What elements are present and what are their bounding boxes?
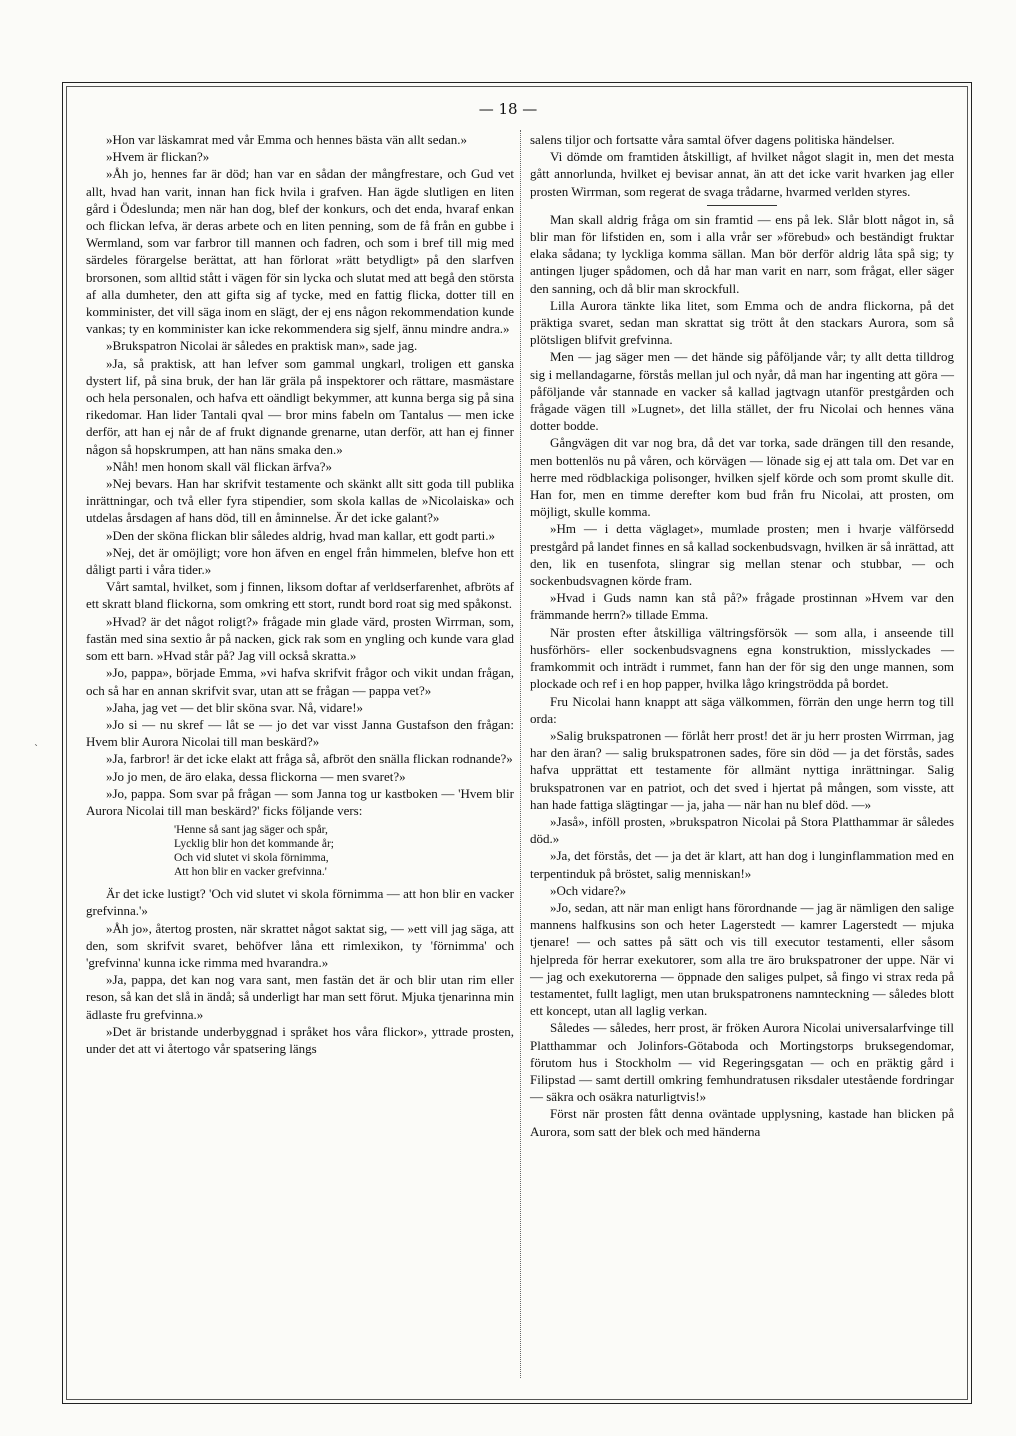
paragraph: »Jo jo men, de äro elaka, dessa flickorna — men svaret?»: [106, 768, 406, 784]
paragraph: Först när prosten fått denna oväntade upplysning, kastade han blicken på Aurora, som satt der blek och med händerna: [530, 1106, 954, 1139]
poem: [174, 823, 514, 879]
paragraph: »Brukspatron Nicolai är således en praktisk man», sade jag.: [106, 338, 418, 354]
paragraph: »Nåh! men honom skall väl flickan ärfva?»: [106, 458, 332, 474]
paragraph: »Hon var läskamrat med vår Emma och hennes bästa vän allt sedan.»: [106, 132, 467, 147]
paragraph: »Det är bristande underbyggnad i språket hos våra flickor», yttrade prosten, under det att vi återtogo vår spatsering längs: [86, 1023, 514, 1056]
paragraph: »Jaha, jag vet — det blir sköna svar. Nå, vidare!»: [106, 699, 364, 715]
paragraph: »Jaså», inföll prosten, »brukspatron Nicolai på Stora Platthammar är således död.»: [530, 813, 954, 847]
paragraph: »Hvad i Guds namn kan stå på?» frågade prostinnan »Hvem var den främmande herrn?» tillade Emma.: [530, 590, 954, 623]
paragraph: Man skall aldrig fråga om sin framtid — ens på lek. Slår blott något in, så blir man för lifstiden en, som i alla vrår ser »förebud» och beständigt fruktar elaka sådana; ty lyckliga komma sällan. Man bör derför aldrig låta spå sig; ty antingen ljuger spådomen, och då har man varit en narr, som frågat, eller säger den sanning, och då blir man skrockfull.: [530, 211, 954, 296]
poem-line: Och vid slutet vi skola förnimma,: [174, 852, 329, 865]
paragraph: »Jo, pappa», började Emma, »vi hafva skrifvit frågor och vikit undan frågan, och så har en annan skrifvit svar, utan att se frågan — pappa vet?»: [86, 665, 514, 698]
paragraph: Gångvägen dit var nog bra, då det var torka, sade drängen till den resande, men bottenlös nu på våren, och körvägen — lönade sig ej att tala om. Det var en herre med rödblackiga polisonger, hvilken sjelf körde och som promt skulle dit. Han for, men en timme derefter kom bud från fru Nicolai, att prosten, om möjligt, skulle komma.: [530, 435, 954, 520]
paragraph: »Nej bevars. Han har skrifvit testamente och skänkt allt sitt goda till publika inrättningar, och två eller fyra stipendier, som skola kallas de »Nicolaiska» och utdelas årsdagen af hans död, till en åminnelse. Är det icke galant?»: [86, 476, 514, 526]
paragraph: Fru Nicolai hann knappt att säga välkommen, förrän den unge herrn tog till orda:: [530, 693, 954, 726]
paragraph: Vårt samtal, hvilket, som j finnen, liksom doftar af verldserfarenhet, afbröts af ett skratt bland flickorna, som omkring ett stort, rundt bord roat sig med spåkonst.: [86, 579, 514, 612]
paragraph: »Den der sköna flickan blir således aldrig, hvad man kallar, ett godt parti.»: [106, 527, 495, 543]
page-number: — 18 —: [478, 100, 538, 118]
paragraph: »Jo, sedan, att när man enligt hans förordnande — jag är nämligen den salige mannens halfkusins son och heter Lagerstedt — kamrer Lagerstedt — mjuka tjenare! — och sattes på sätt och vis till executor testamenti, eller såsom hjelpreda för herrar exekutorer, som alla tre äro brukspatroner der uppe. När vi — jag och exekutorerna — öppnade den saliges pulpet, så fingo vi strax reda på testamentet, fullt lagligt, men utan brukspatronens namnteckning — således blott ett koncept, utan all laglig verkan.: [530, 899, 954, 1019]
paragraph: »Ja, farbror! är det icke elakt att fråga så, afbröt den snälla flickan rodnande?»: [106, 751, 513, 767]
paragraph: »Ja, så praktisk, att han lefver som gammal ungkarl, troligen ett ganska dystert lif, på sina bruk, der han lär gräla på inspektorer och rättare, masmästare och hela personalen, och hafva ett oändligt bekymmer, att kunna berga sig på sina rikedomar. Han lider Tantali qval — bror mins fabeln om Tantalus — men icke derför, att han ej når de af frukt dignande grenarne, utan derför, att han ej finner någon så hopskrumpen, att han näns smaka den.»: [86, 355, 514, 457]
paragraph: Lilla Aurora tänkte lika litet, som Emma och de andra flickorna, på det präktiga svaret, sedan man skrattat sig trött åt den stackars Aurora, som så plötsligen blifvit grefvinna.: [530, 297, 954, 348]
paragraph: »Hvem är flickan?»: [106, 149, 210, 165]
column-divider: [520, 130, 521, 1378]
paragraph: »Hvad? är det något roligt?» frågade min glade värd, prosten Wirrman, som, fastän med sina sextio år på nacken, gick rak som en yngling och kunde vara glad som ett barn. »Hvad står på? Jag vill också skratta.»: [86, 613, 514, 664]
paragraph: Är det icke lustigt? 'Och vid slutet vi skola förnimma — att hon blir en vacker grefvinna.'»: [86, 886, 514, 919]
paragraph: »Salig brukspatronen — förlåt herr prost! det är ju herr prosten Wirrman, jag har den äran? — salig brukspatronen sades, före sin död — ja det förstås, sades hafva upprättat ett testamente för allmänt nyttiga inrättningar. Salig brukspatronen var en patriot, och det sved i hjertat på mången, som visste, att han hade fattiga slägtingar — ja, jaha — när han nu blef död. —»: [530, 727, 954, 812]
paragraph: »Hm — i detta väglaget», mumlade prosten; men i hvarje välförsedd prestgård på landet finnes en så kallad sockenbudsvagn, hvilken är så inrättad, att den, lik en tusenfota, slingrar sig mellan stenar och stubbar, — och sockenbudsvagnen körde fram.: [530, 521, 954, 589]
paragraph: »Ja, det förstås, det — ja det är klart, att han dog i lunginflammation med en terpentinduk på bröstet, salig menniskan!»: [530, 848, 954, 881]
paragraph: »Och vidare?»: [550, 882, 627, 898]
paragraph: Således — således, herr prost, är fröken Aurora Nicolai universalarfvinge till Platthammar och Jolinfors-Götaboda och Mortingstorps bruksegendomar, förutom hus i Stockholm — vid Regeringsgatan — och en präktig gård i Filipstad — samt dertill omkring femhundratusen riksdaler utestående fordringar — säkra och osäkra naturligtvis!»: [530, 1020, 954, 1105]
paragraph: »Åh jo, hennes far är död; han var en sådan der mångfrestare, och Gud vet allt, hvad han varit, innan han fick hvila i grafven. Han ägde slutligen en liten gård i Ödeslunda; men när han dog, blef der konkurs, och det enda, hvaraf enkan och flickan lefva, är deras arbete och en liten penning, som de få från en gubbe i Wermland, som var farbror till mannen och fadren, och som i bref till mig med särdeles förargelse berättat, att han förlorat »rätt betydligt» på den slarfven brorsonen, som alltid stått i vägen för sin lycka och slutat med att begå den största af alla dumheter, den att gifta sig af tycke, med en fattig flicka, dotter till en komminister, det vill säga inom en slägt, der ej ens någon rekommendation kunde vankas; ty en komminister kan icke rekommendera sig sjelf, ännu mindre andra.»: [86, 166, 514, 337]
paragraph: Men — jag säger men — det hände sig påföljande vår; ty allt detta tilldrog sig i mellandagarne, förstås mellan jul och nyår, då man har ingenting att göra — påföljande vår stannade en vacker så kallad jagtvagn utanför prestgården och frågade vägen till »Lugnet», det lilla stället, der fru Nicolai och hennes väna dotter bodde.: [530, 349, 954, 434]
stray-mark: `: [34, 744, 39, 755]
paragraph: salens tiljor och fortsatte våra samtal öfver dagens politiska händelser.: [530, 132, 895, 147]
paragraph: »Ja, pappa, det kan nog vara sant, men fastän det är och blir utan rim eller reson, så kan det slå in ändå; så underligt har man sett förut. Mjuka tjenarinna min ädlaste fru grefvinna.»: [86, 972, 514, 1022]
poem-line: Lycklig blir hon det kommande år;: [174, 838, 335, 851]
paragraph: »Jo, pappa. Som svar på frågan — som Janna tog ur kastboken — 'Hvem blir Aurora Nicolai till man beskärd?' ficks följande vers:: [86, 785, 514, 818]
paragraph: »Åh jo», återtog prosten, när skrattet något saktat sig, — »ett vill jag säga, att den, som skrifvit svaret, behöfver låna ett rimlexikon, ty 'förnimma' och 'grefvinna' kunna icke rimma med hvarandra.»: [86, 920, 514, 970]
poem-line: Att hon blir en vacker grefvinna.': [174, 866, 327, 879]
right-column: [530, 131, 954, 1140]
paragraph: Vi dömde om framtiden åtskilligt, af hvilket något slagit in, men det mesta gått annorlunda, hvilket ej bevisar annat, än att det icke varit hvarken jag eller prosten Wirrman, som regerat de svaga trådarne, hvarmed verlden styres.: [530, 149, 954, 199]
left-column: [86, 131, 514, 1057]
section-separator: [707, 205, 777, 206]
paragraph: När prosten efter åtskilliga vältringsförsök — som alla, i anseende till husförhörs- eller sockenbudsvagnens egna konstruktion, misslyckades — framkommit och inträdt i rummet, fann han der för sig den unge mannen, som plockade och ref i en hop papper, hvilka lågo kringströdda på bordet.: [530, 624, 954, 692]
poem-line: 'Henne så sant jag säger och spår,: [174, 824, 328, 837]
paragraph: »Nej, det är omöjligt; vore hon äfven en engel från himmelen, blefve hon ett dåligt parti i våra tider.»: [86, 544, 514, 578]
paragraph: »Jo si — nu skref — låt se — jo det var visst Janna Gustafson den frågan: Hvem blir Aurora Nicolai till man beskärd?»: [86, 716, 514, 750]
